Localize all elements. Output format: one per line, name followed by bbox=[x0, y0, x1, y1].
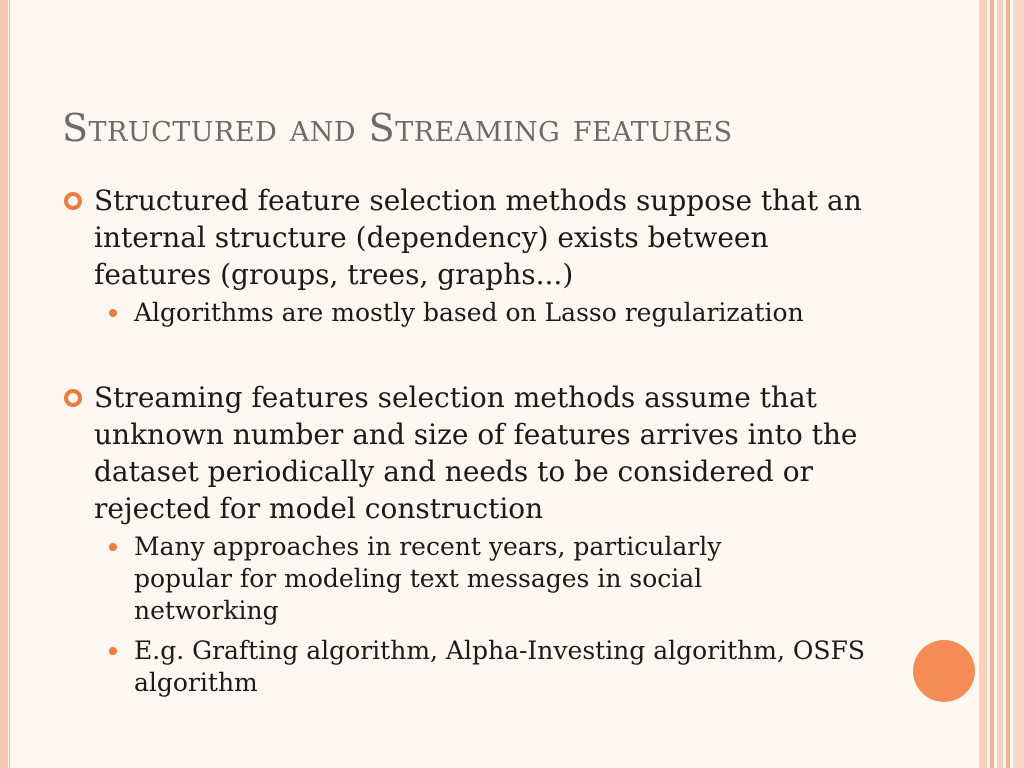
slide-content bbox=[62, 182, 882, 699]
bullet-dot-icon bbox=[109, 647, 117, 655]
bullet-dot-icon bbox=[109, 309, 117, 317]
right-border-stripe bbox=[997, 0, 1003, 768]
right-border-stripe bbox=[990, 0, 994, 768]
sub-bullet-item bbox=[134, 531, 824, 627]
slide-title: Structured and Streaming features bbox=[62, 106, 733, 150]
bullet-item bbox=[62, 379, 882, 527]
bullet-item bbox=[62, 182, 882, 293]
sub-bullet-text: Algorithms are mostly based on Lasso regularization bbox=[134, 298, 804, 327]
bullet-text: Streaming features selection methods assume that unknown number and size of features arrives into the dataset periodically and needs to be considered or rejected for model construction bbox=[94, 381, 858, 525]
right-border-stripe bbox=[1006, 0, 1010, 768]
bullet-text: Structured feature selection methods suppose that an internal structure (dependency) exists between features (groups, trees, graphs...) bbox=[94, 184, 862, 291]
right-border-stripe bbox=[1013, 0, 1024, 768]
sub-bullet-item bbox=[134, 635, 874, 699]
left-border-stripe bbox=[0, 0, 8, 768]
sub-bullet-text: E.g. Grafting algorithm, Alpha-Investing algorithm, OSFS algorithm bbox=[134, 636, 865, 697]
sub-bullet-item bbox=[134, 297, 882, 329]
bullet-ring-icon bbox=[64, 192, 82, 210]
bullet-dot-icon bbox=[109, 543, 117, 551]
bullet-ring-icon bbox=[64, 389, 82, 407]
sub-bullet-text: Many approaches in recent years, particularly popular for modeling text messages in social networking bbox=[134, 532, 722, 625]
right-border-stripe bbox=[979, 0, 987, 768]
decorative-circle bbox=[913, 640, 975, 702]
left-border-line bbox=[9, 0, 10, 768]
